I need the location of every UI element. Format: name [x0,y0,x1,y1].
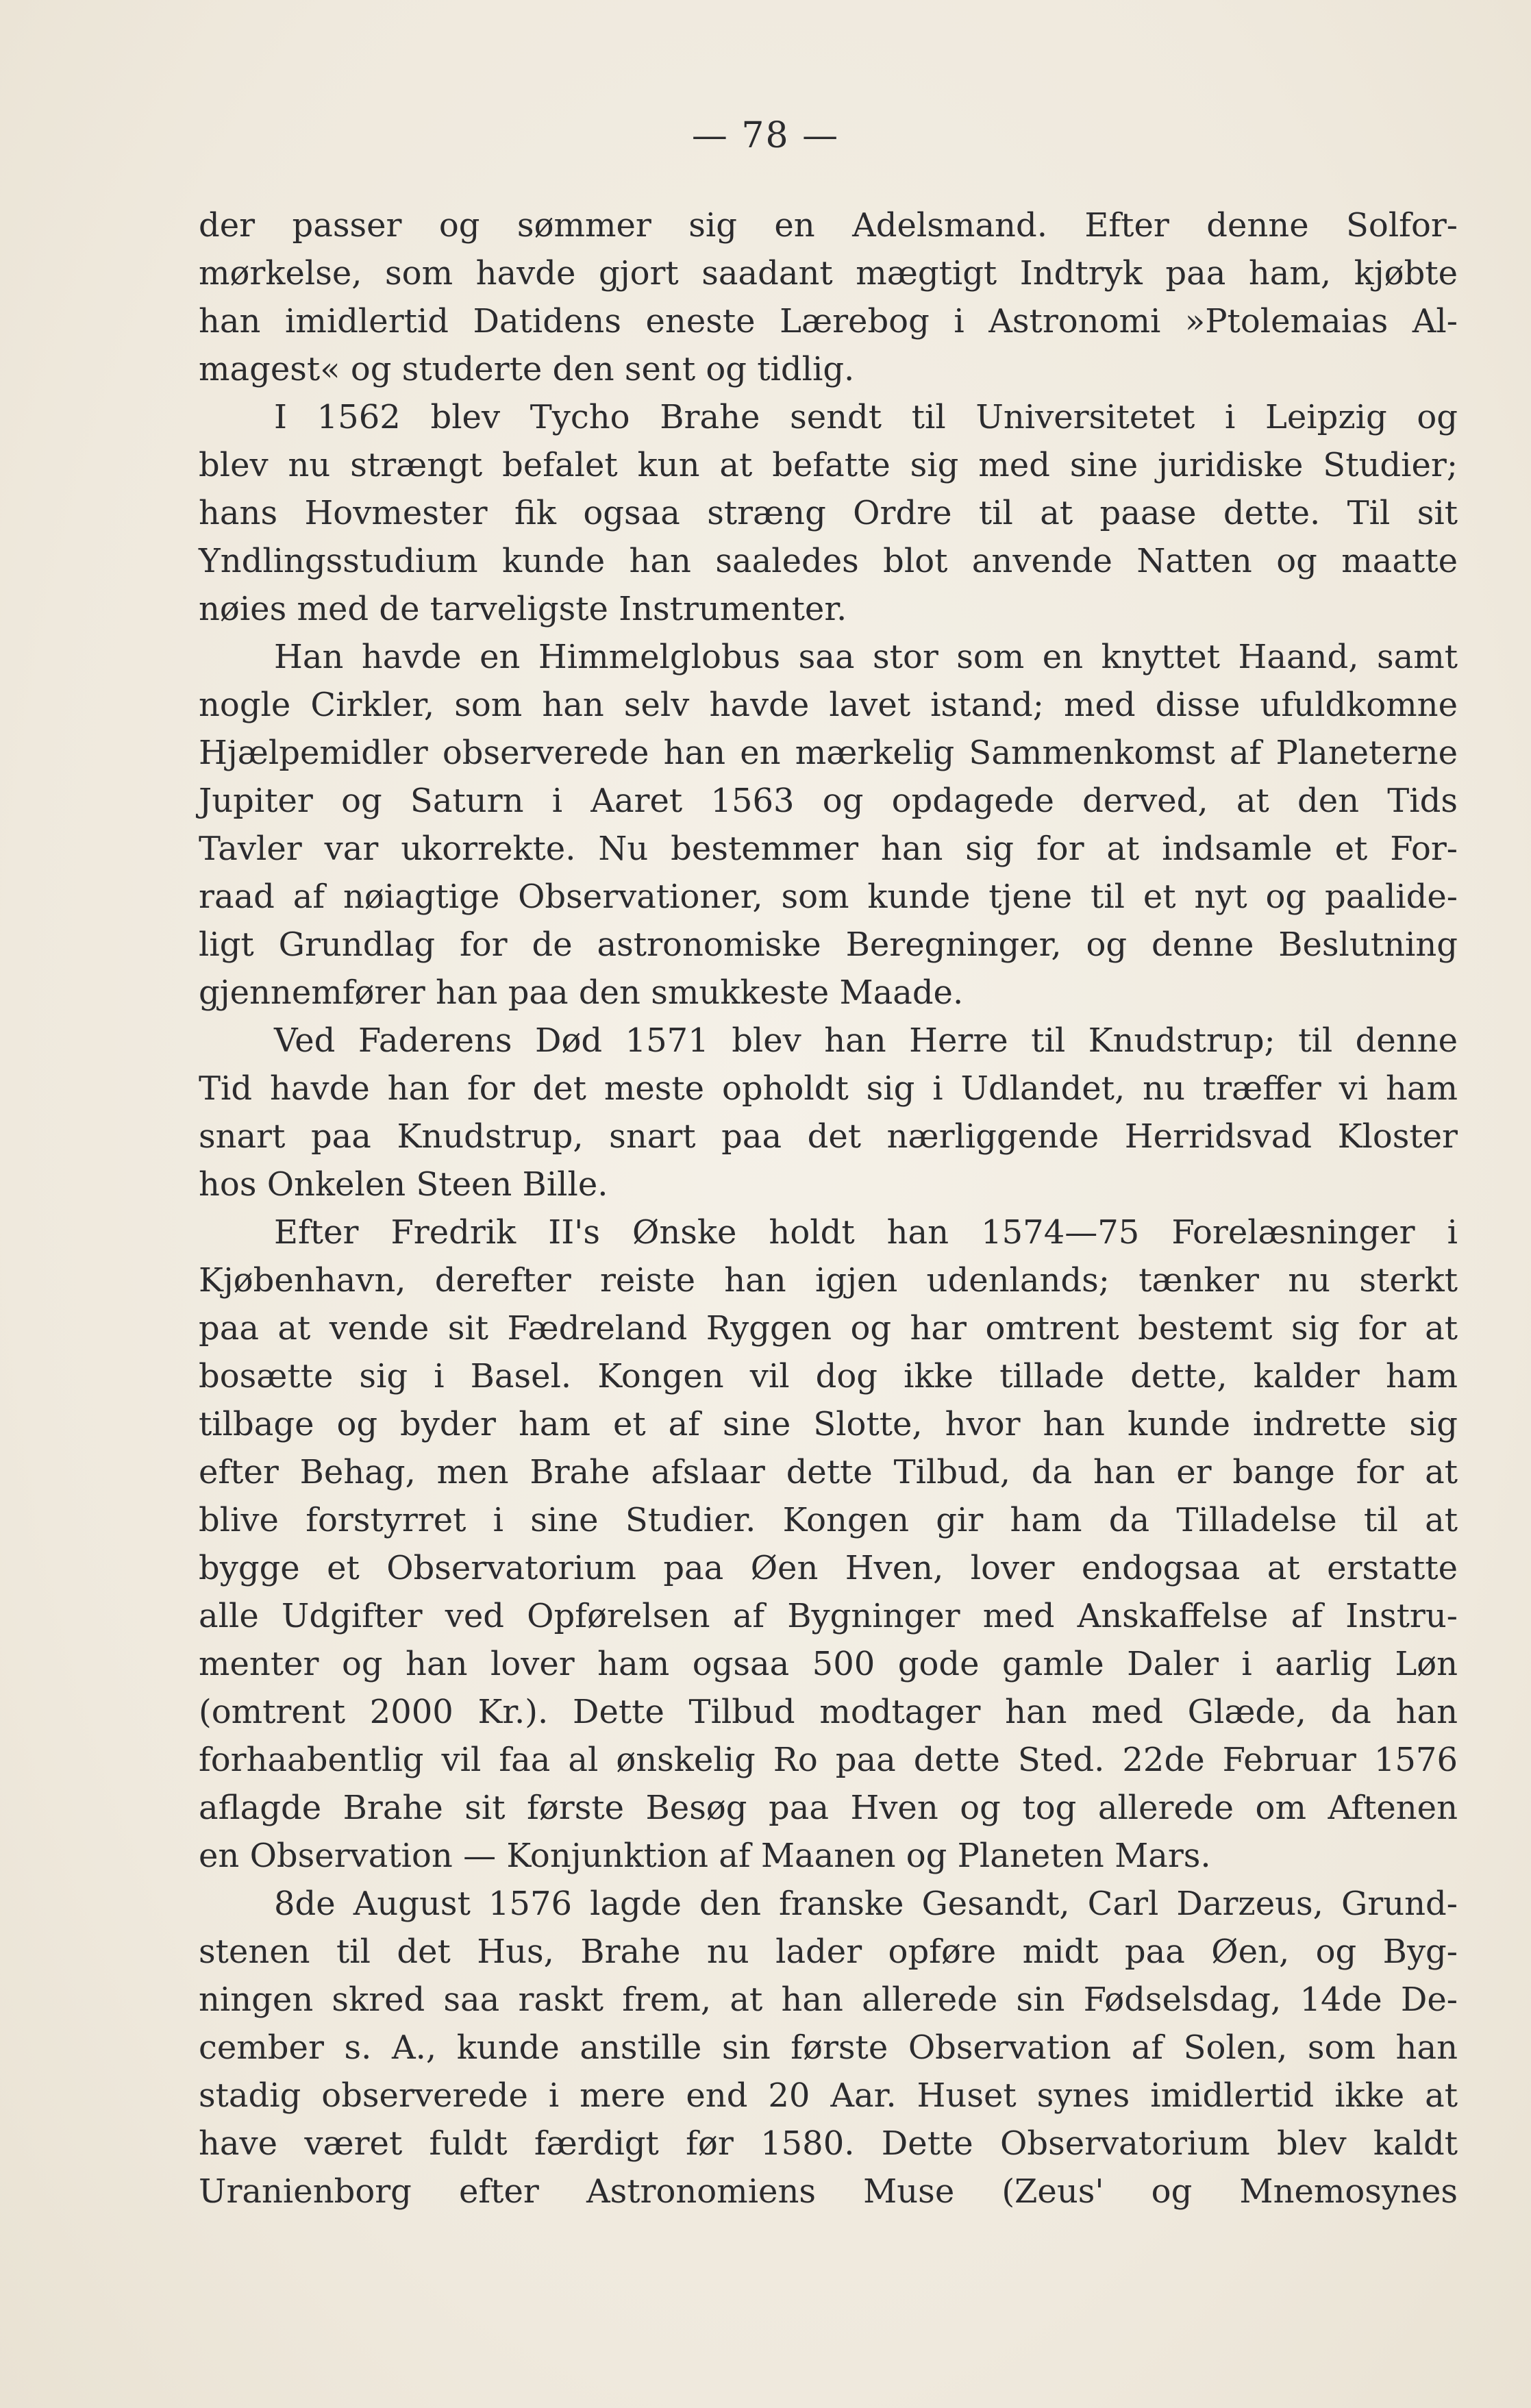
text-line: han imidlertid Datidens eneste Lærebog i Astronomi »Ptolemaias Al- [199,302,1458,340]
text-line: Efter Fredrik II's Ønske holdt han 1574—75 Forelæsninger i [274,1213,1458,1252]
text-line: bygge et Observatorium paa Øen Hven, lover endogsaa at erstatte [199,1549,1458,1587]
text-line: alle Udgifter ved Opførelsen af Bygninger med Anskaffelse af Instru- [199,1597,1458,1635]
text-line: paa at vende sit Fædreland Ryggen og har omtrent bestemt sig for at [199,1309,1458,1348]
text-line: bosætte sig i Basel. Kongen vil dog ikke tillade dette, kalder ham [199,1357,1458,1395]
text-line: efter Behag, men Brahe afslaar dette Tilbud, da han er bange for at [199,1453,1458,1491]
paragraph [199,1880,1458,2215]
text-line: nøies med de tarveligste Instrumenter. [199,590,847,628]
page-number: — 78 — [691,115,840,156]
text-line: magest« og studerte den sent og tidlig. [199,350,855,388]
text-line: aflagde Brahe sit første Besøg paa Hven og tog allerede om Aftenen [199,1789,1458,1827]
text-line: der passer og sømmer sig en Adelsmand. Efter denne Solfor- [199,206,1458,245]
paragraph [199,201,1458,393]
text-line: raad af nøiagtige Observationer, som kunde tjene til et nyt og paalide- [199,878,1458,916]
text-line: menter og han lover ham ogsaa 500 gode gamle Daler i aarlig Løn [199,1645,1458,1683]
paragraph [199,633,1458,1017]
text-line: en Observation — Konjunktion af Maanen og Planeten Mars. [199,1837,1211,1875]
text-line: Kjøbenhavn, derefter reiste han igjen udenlands; tænker nu sterkt [199,1261,1458,1300]
paragraph [199,393,1458,633]
text-line: 8de August 1576 lagde den franske Gesandt, Carl Darzeus, Grund- [274,1885,1458,1923]
text-line: Uranienborg efter Astronomiens Muse (Zeus' og Mnemosynes [199,2172,1458,2211]
text-line: hans Hovmester fik ogsaa stræng Ordre til at paase dette. Til sit [199,494,1458,532]
text-line: Ved Faderens Død 1571 blev han Herre til Knudstrup; til denne [274,1021,1458,1060]
text-line: blive forstyrret i sine Studier. Kongen gir ham da Tilladelse til at [199,1501,1458,1539]
text-line: Tid havde han for det meste opholdt sig i Udlandet, nu træffer vi ham [199,1069,1458,1108]
text-line: (omtrent 2000 Kr.). Dette Tilbud modtager han med Glæde, da han [199,1693,1458,1731]
text-line: I 1562 blev Tycho Brahe sendt til Universitetet i Leipzig og [274,398,1458,436]
text-line: forhaabentlig vil faa al ønskelig Ro paa dette Sted. 22de Februar 1576 [199,1741,1458,1779]
paragraph [199,1208,1458,1880]
paragraph [199,1017,1458,1208]
text-line: cember s. A., kunde anstille sin første Observation af Solen, som han [199,2028,1458,2067]
text-line: Hjælpemidler observerede han en mærkelig Sammenkomst af Planeterne [199,734,1458,772]
text-line: gjennemfører han paa den smukkeste Maade. [199,973,964,1012]
text-line: nogle Cirkler, som han selv havde lavet istand; med disse ufuldkomne [199,686,1458,724]
text-line: stadig observerede i mere end 20 Aar. Huset synes imidlertid ikke at [199,2076,1458,2115]
text-line: ningen skred saa raskt frem, at han allerede sin Fødselsdag, 14de De- [199,1981,1458,2019]
text-line: stenen til det Hus, Brahe nu lader opføre midt paa Øen, og Byg- [199,1933,1458,1971]
text-line: tilbage og byder ham et af sine Slotte, hvor han kunde indrette sig [199,1405,1458,1443]
text-line: Han havde en Himmelglobus saa stor som en knyttet Haand, samt [274,638,1458,676]
text-line: blev nu strængt befalet kun at befatte sig med sine juridiske Studier; [199,446,1458,484]
body-text [199,201,1458,2215]
text-line: mørkelse, som havde gjort saadant mægtigt Indtryk paa ham, kjøbte [199,254,1458,293]
text-line: snart paa Knudstrup, snart paa det nærliggende Herridsvad Kloster [199,1117,1458,1156]
text-line: ligt Grundlag for de astronomiske Beregninger, og denne Beslutning [199,926,1458,964]
text-line: Yndlingsstudium kunde han saaledes blot anvende Natten og maatte [199,542,1458,580]
text-line: Jupiter og Saturn i Aaret 1563 og opdagede derved, at den Tids [199,782,1458,820]
text-line: have været fuldt færdigt før 1580. Dette Observatorium blev kaldt [199,2124,1458,2163]
text-line: Tavler var ukorrekte. Nu bestemmer han sig for at indsamle et For- [199,830,1458,868]
text-line: hos Onkelen Steen Bille. [199,1165,608,1204]
